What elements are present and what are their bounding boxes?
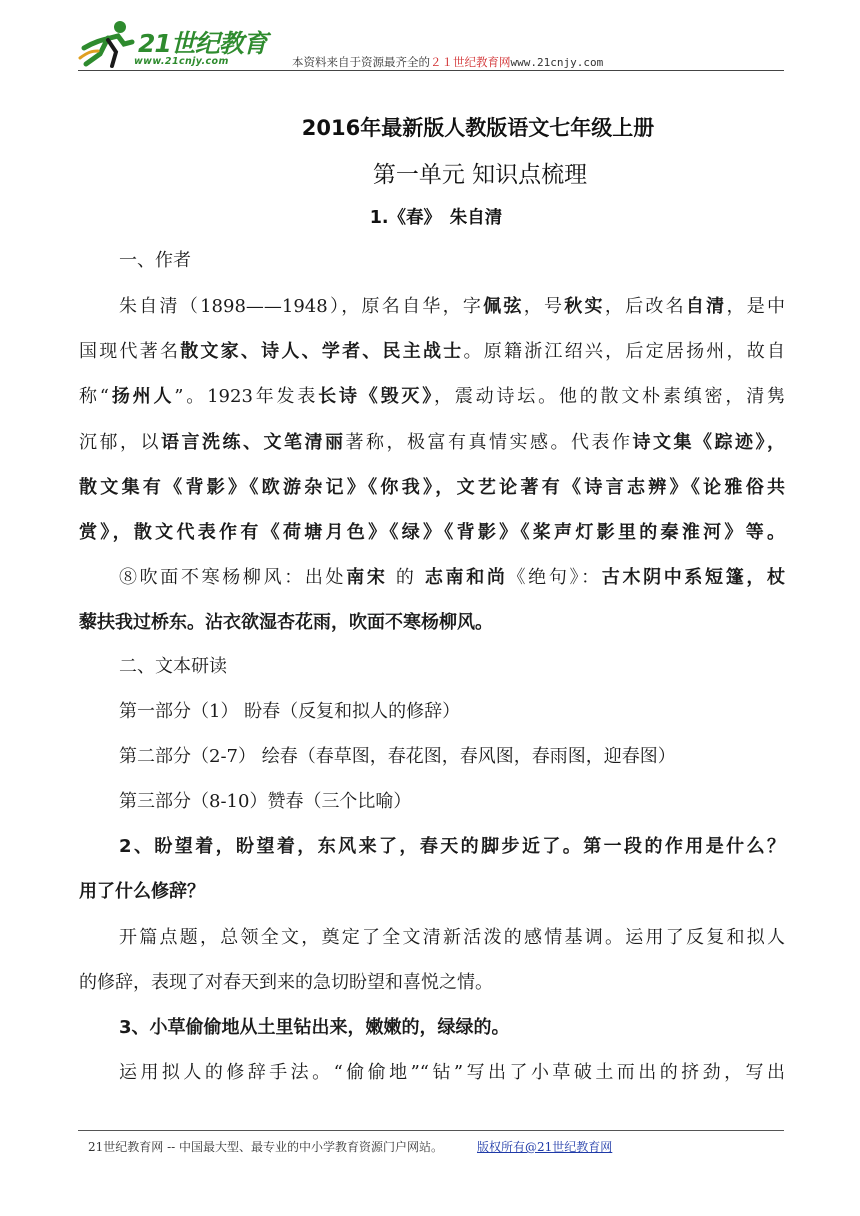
answer-2-line-2: 的修辞，表现了对春天到来的急切盼望和喜悦之情。 (79, 972, 493, 993)
part-1: 第一部分（1） 盼春（反复和拟人的修辞） (119, 701, 461, 722)
bold-run: 志南和尚 (424, 567, 508, 588)
author-line-4 (79, 431, 785, 455)
site-logo[interactable] (78, 18, 278, 70)
text-run: 。原籍浙江绍兴，后定居扬州，故自 (463, 341, 786, 362)
lesson-title: 1.《春》 朱自清 (369, 208, 503, 228)
header-divider (78, 70, 784, 71)
bold-run: 诗文集《踪迹》 (632, 432, 767, 453)
part-2: 第二部分（2-7） 绘春（春草图，春花图，春风图，春雨图，迎春图） (119, 746, 676, 767)
answer-2-line-1: 开篇点题，总领全文，奠定了全文清新活泼的感情基调。运用了反复和拟人 (119, 927, 785, 948)
author-heading: 一、作者 (119, 250, 191, 271)
author-line-3 (79, 385, 785, 409)
question-2-line-1: 2、盼望着，盼望着，东风来了，春天的脚步近了。第一段的作用是什么？ (119, 836, 785, 857)
bold-run: 南宋 (346, 567, 388, 588)
footer-text: 21世纪教育网 -- 中国最大型、最专业的中小学教育资源门户网站。 (88, 1140, 444, 1154)
text-run: ，是中 (726, 296, 785, 317)
logo-wordmark: 21世纪教育 (138, 29, 267, 58)
text-run: 著称，极富有真情实感。代表作 (345, 432, 633, 453)
unit-title: 第一单元 知识点梳理 (372, 162, 588, 188)
header-site-name[interactable]: ２１世纪教育网 (430, 55, 511, 69)
text-run: ，后改名 (604, 296, 686, 317)
footer-divider (78, 1130, 784, 1131)
text-run: 称“ (79, 386, 110, 407)
bold-run: 佩弦 (483, 296, 524, 317)
question-2-line-2: 用了什么修辞？ (79, 881, 205, 902)
text-run: ，震动诗坛。他的散文朴素缜密，清隽 (434, 386, 786, 407)
document-title: 2016年最新版人教版语文七年级上册 (301, 116, 655, 140)
header-note (292, 54, 603, 70)
author-line-2 (79, 340, 785, 364)
bold-run: 语言洗练、文笔清丽 (161, 432, 346, 453)
bold-run: 秋实 (564, 296, 605, 317)
header-site-url[interactable]: www.21cnjy.com (510, 56, 604, 69)
text-run: 《绝句》： (507, 567, 602, 588)
text-run: ”。1923年发表 (174, 386, 319, 407)
bold-run: 扬州人 (109, 386, 175, 407)
author-line-1 (119, 295, 785, 319)
bold-run: ， (767, 432, 785, 453)
bold-run: 长诗《毁灭》 (318, 386, 435, 407)
runner-icon (78, 18, 140, 70)
text-study-heading: 二、文本研读 (119, 656, 227, 677)
copyright-link[interactable]: 版权所有@21世纪教育网 (477, 1140, 613, 1154)
bold-run: 古木阴中系短篷，杖 (601, 567, 786, 588)
header-note-prefix: 本资料来自于资源最齐全的 (292, 55, 430, 69)
part-3: 第三部分（8-10）赞春（三个比喻） (119, 791, 412, 812)
poem-line-2: 藜扶我过桥东。沾衣欲湿杏花雨，吹面不寒杨柳风。 (79, 612, 493, 633)
text-run: ，号 (523, 296, 565, 317)
text-run: ⑧吹面不寒杨柳风：出处 (119, 567, 347, 588)
page-header (78, 18, 784, 74)
author-line-6: 赏》，散文代表作有《荷塘月色》《绿》《背影》《桨声灯影里的秦淮河》等。 (79, 522, 785, 543)
logo-url: www.21cnjy.com (134, 56, 229, 67)
text-run: 沉郁，以 (79, 432, 161, 453)
question-3: 3、小草偷偷地从土里钻出来，嫩嫩的，绿绿的。 (119, 1017, 510, 1038)
text-run: 国现代著名 (79, 341, 181, 362)
bold-run: 自清 (685, 296, 727, 317)
page-footer (88, 1138, 612, 1155)
text-run: 朱自清（1898——1948），原名自华，字 (119, 296, 484, 317)
poem-line-1 (119, 566, 785, 590)
answer-3-line-1: 运用拟人的修辞手法。“偷偷地”“钻”写出了小草破土而出的挤劲，写出 (119, 1062, 785, 1083)
bold-run: 散文家、诗人、学者、民主战士 (180, 341, 464, 362)
text-run: 的 (387, 567, 425, 588)
author-line-5: 散文集有《背影》《欧游杂记》《你我》，文艺论著有《诗言志辨》《论雅俗共 (79, 477, 785, 498)
